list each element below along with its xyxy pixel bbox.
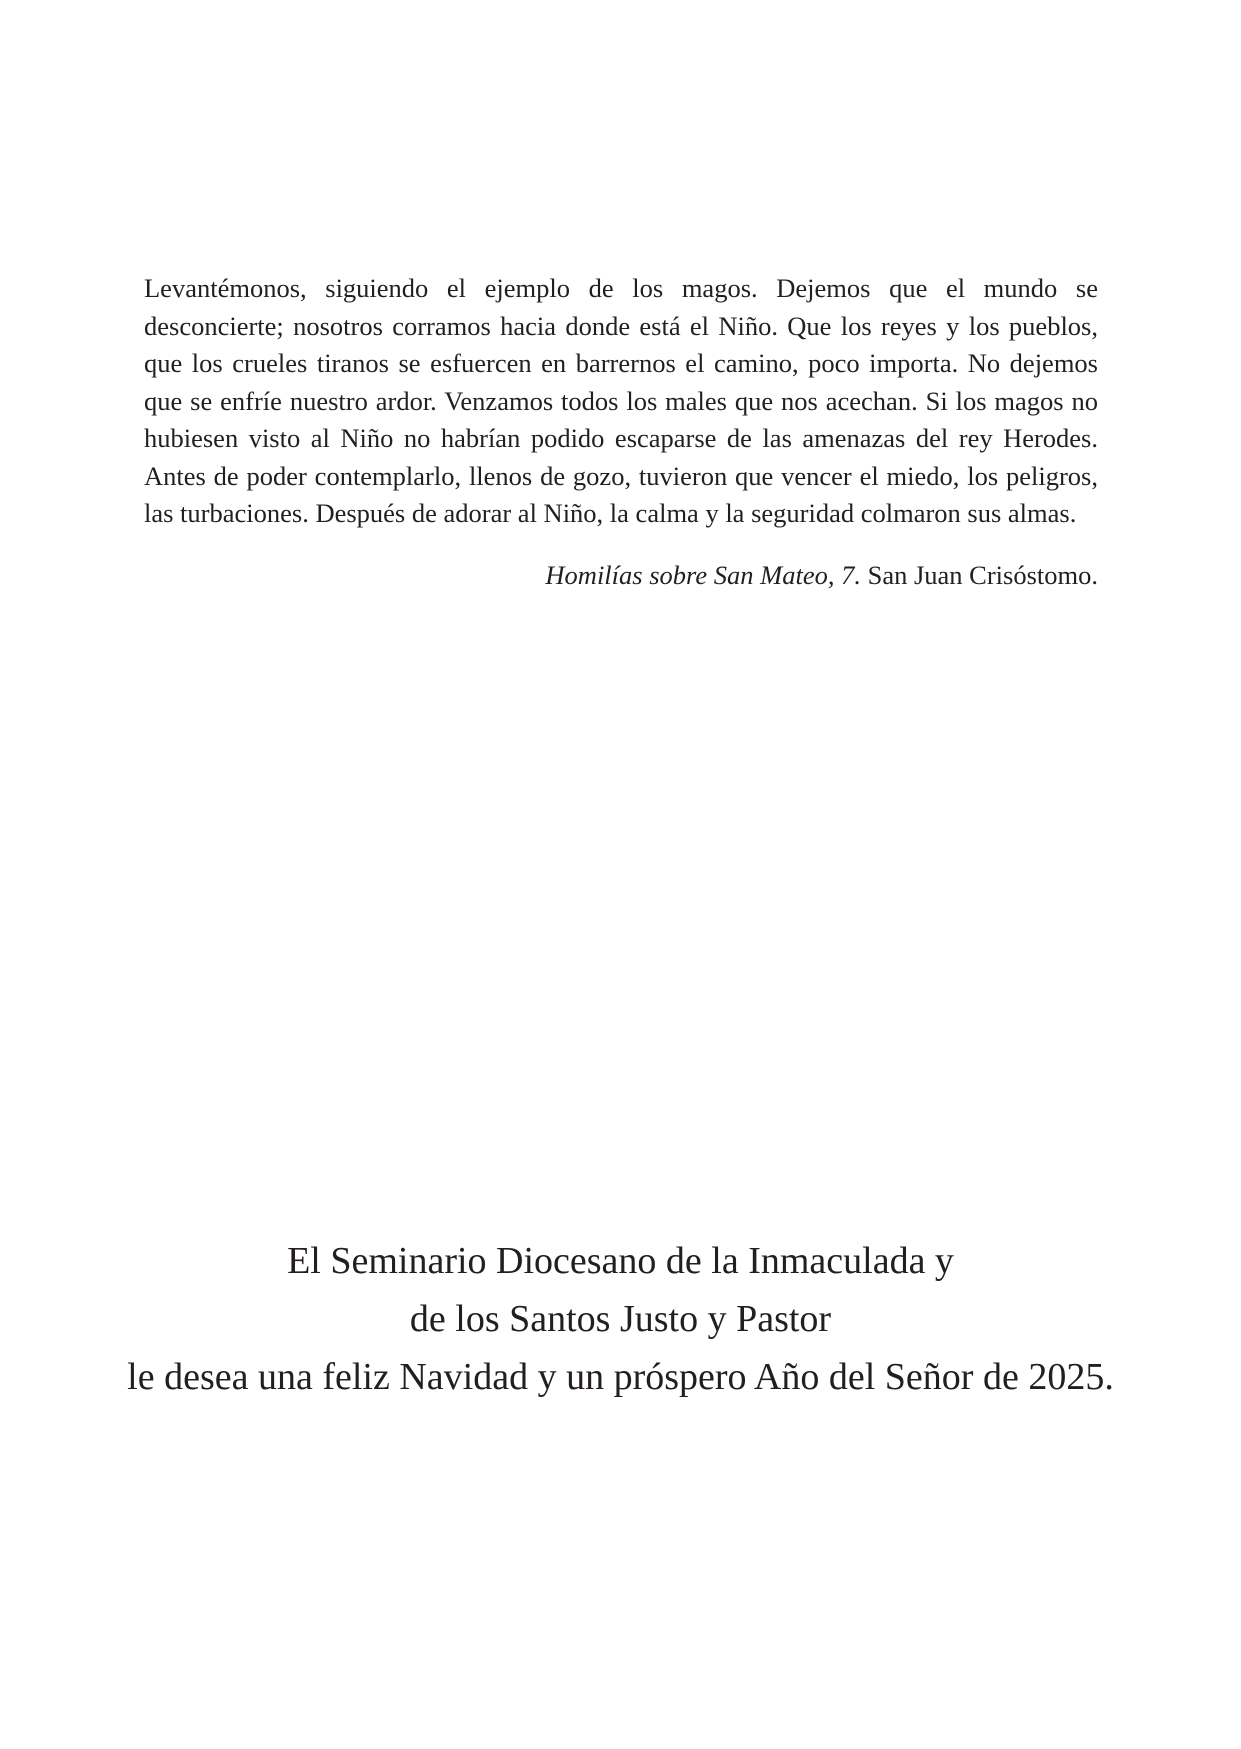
quote-section	[144, 270, 1098, 594]
greeting-line-1: El Seminario Diocesano de la Inmaculada y	[287, 1240, 954, 1282]
citation-work: Homilías sobre San Mateo, 7.	[545, 559, 861, 590]
greeting-section	[0, 1232, 1241, 1406]
greeting-line-2: de los Santos Justo y Pastor	[409, 1298, 832, 1340]
greeting-line-3: le desea una feliz Navidad y un próspero Año del Señor de 2025.	[127, 1356, 1114, 1398]
quote-citation	[144, 557, 1098, 595]
quote-text: Levantémonos, siguiendo el ejemplo de los magos. Dejemos que el mundo se desconcierte; nosotros corramos hacia donde está el Niño. Que los reyes y los pueblos, que los crueles tiranos se esfuercen en barrernos el camino, poco importa. No dejemos que se enfríe nuestro ardor. Venzamos todos los males que nos acechan. Si los magos no hubiesen visto al Niño no habrían podido escaparse de las amenazas del rey Herodes. Antes de poder contemplarlo, llenos de gozo, tuvieron que vencer el miedo, los peligros, las turbaciones. Después de adorar al Niño, la calma y la seguridad colmaron sus almas.	[144, 273, 1098, 528]
citation-author: San Juan Crisóstomo.	[867, 559, 1098, 590]
